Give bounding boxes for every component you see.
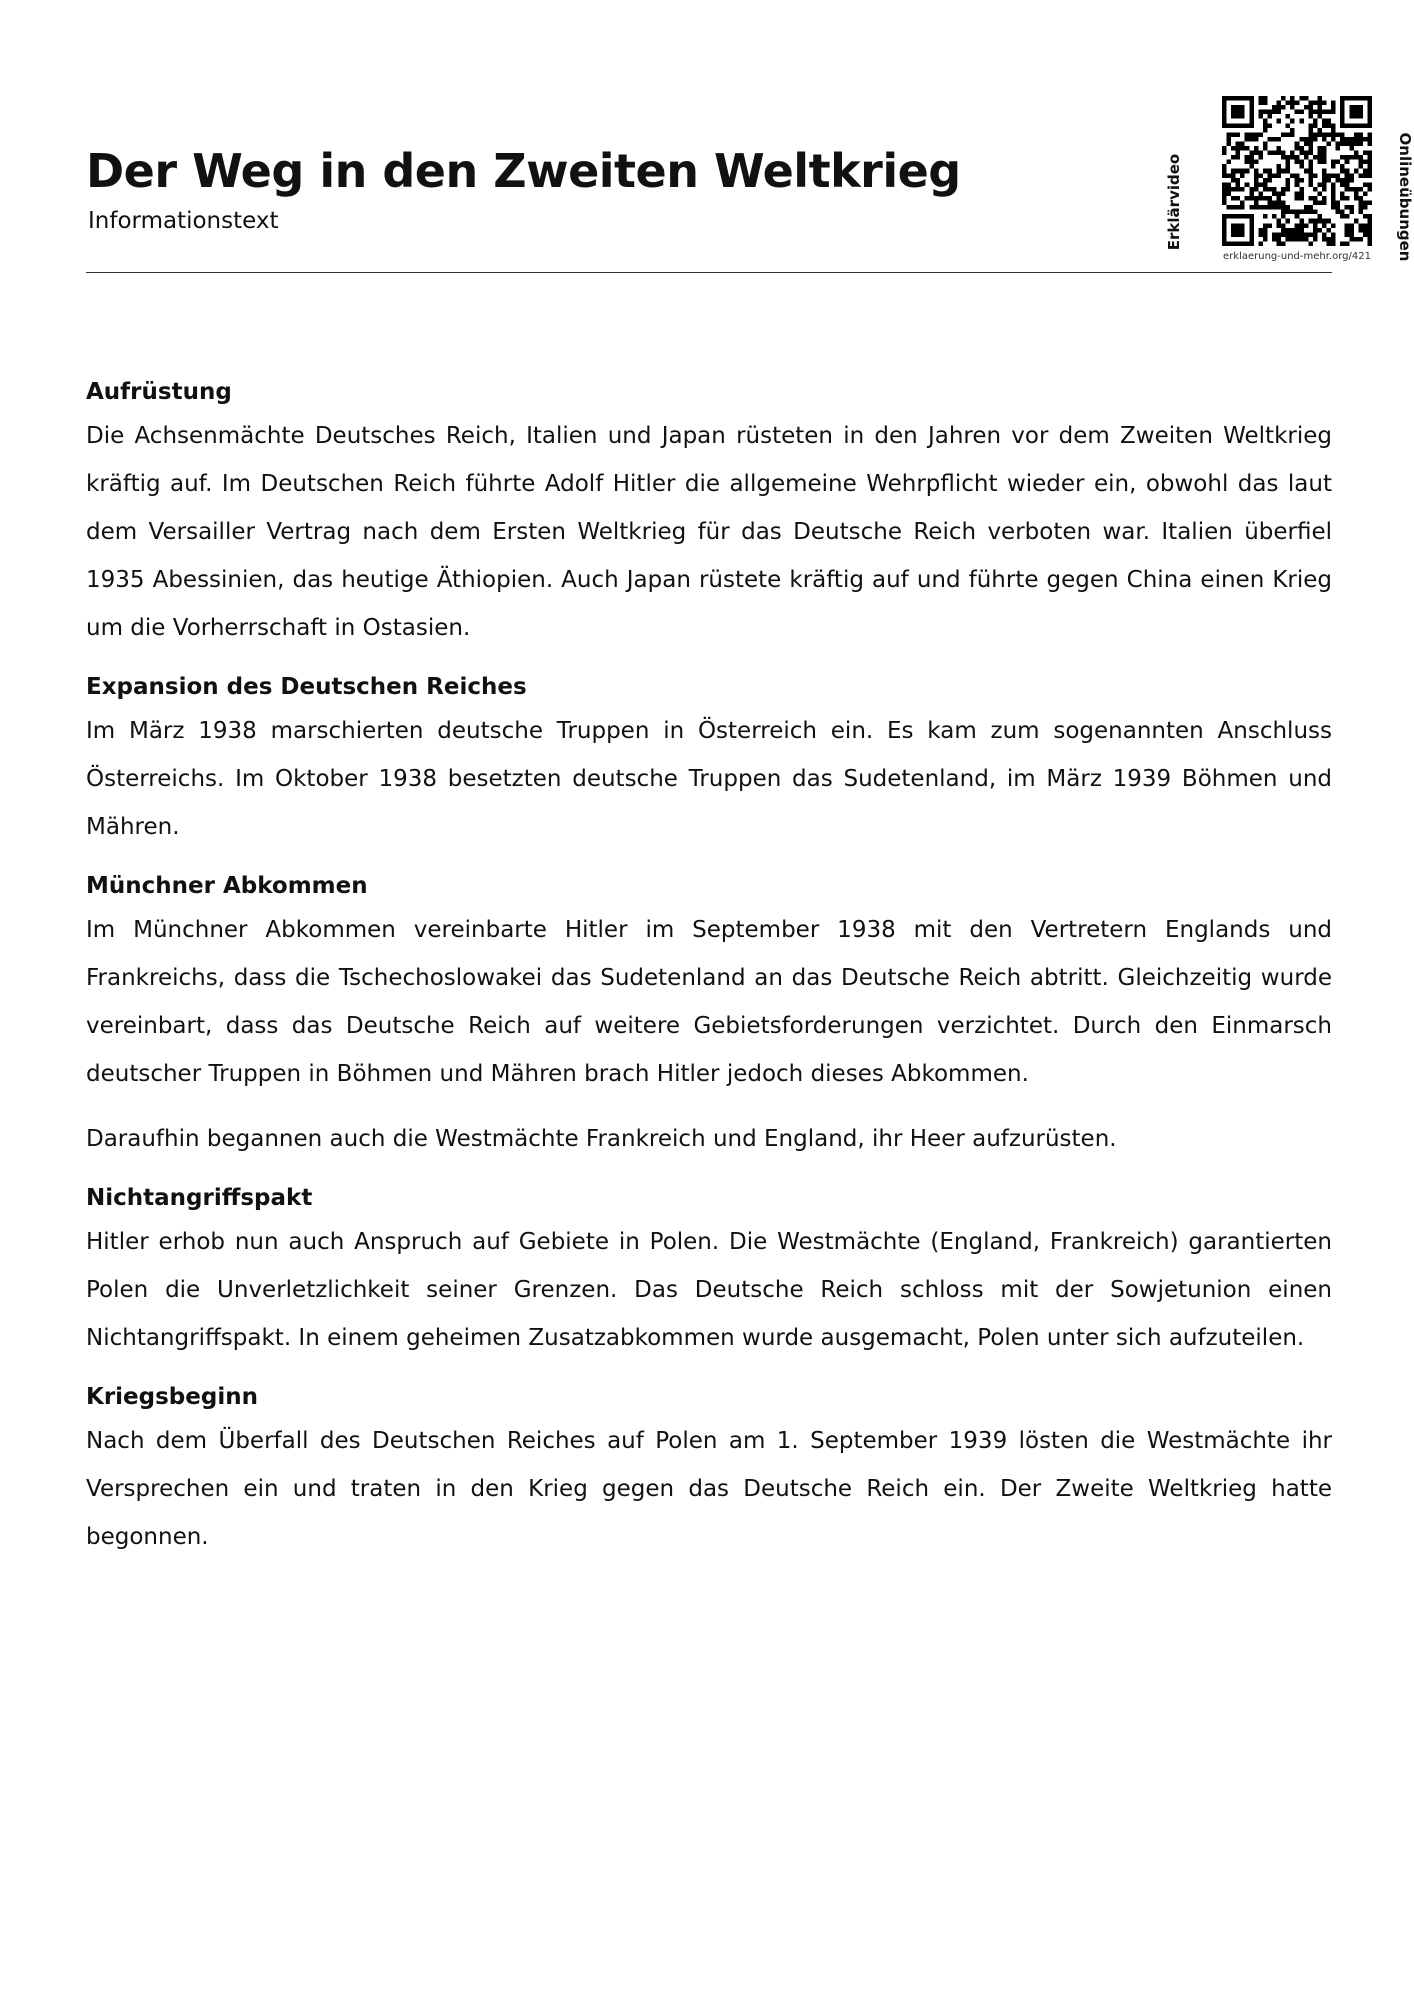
section-paragraph: Die Achsenmächte Deutsches Reich, Italien und Japan rüsteten in den Jahren vor dem Zweiten Weltkrieg kräftig auf. Im Deutschen Reich führte Adolf Hitler die allgemeine Wehrpflicht wieder ein, obwohl das laut dem Versailler Vertrag nach dem Ersten Weltkrieg für das Deutsche Reich verboten war. Italien überfiel 1935 Abessinien, das heutige Äthiopien. Auch Japan rüstete kräftig auf und führte gegen China einen Krieg um die Vorherrschaft in Ostasien. (86, 423, 1332, 641)
section-heading: Aufrüstung (86, 379, 232, 405)
qr-label-online: Onlineübungen (1396, 132, 1414, 262)
section-heading: Kriegsbeginn (86, 1384, 258, 1410)
document-body (86, 372, 1332, 1576)
section-kriegsbeginn (86, 1377, 1332, 1561)
section-heading: Expansion des Deutschen Reiches (86, 674, 527, 700)
qr-url: erklaerung-und-mehr.org/421 (1223, 251, 1371, 262)
section-paragraph: Im Münchner Abkommen vereinbarte Hitler im September 1938 mit den Vertretern Englands und Frankreichs, dass die Tschechoslowakei das Sudetenland an das Deutsche Reich abtritt. Gleichzeitig wurde vereinbart, dass das Deutsche Reich auf weitere Gebietsforderungen verzichtet. Durch den Einmarsch deutscher Truppen in Böhmen und Mähren brach Hitler jedoch dieses Abkommen. (86, 917, 1332, 1087)
page-title: Der Weg in den Zweiten Weltkrieg (86, 144, 961, 198)
qr-code-icon[interactable] (1222, 96, 1372, 246)
section-muenchner-abkommen (86, 866, 1332, 1163)
section-paragraph: Im März 1938 marschierten deutsche Truppen in Österreich ein. Es kam zum sogenannten Anschluss Österreichs. Im Oktober 1938 besetzten deutsche Truppen das Sudetenland, im März 1939 Böhmen und Mähren. (86, 718, 1332, 840)
section-heading: Nichtangriffspakt (86, 1185, 313, 1211)
section-paragraph: Nach dem Überfall des Deutschen Reiches auf Polen am 1. September 1939 lösten die Westmächte ihr Versprechen ein und traten in den Krieg gegen das Deutsche Reich ein. Der Zweite Weltkrieg hatte begonnen. (86, 1428, 1332, 1550)
page-header (86, 0, 1414, 273)
section-heading: Münchner Abkommen (86, 873, 368, 899)
section-paragraph: Daraufhin begannen auch die Westmächte Frankreich und England, ihr Heer aufzurüsten. (86, 1126, 1117, 1152)
qr-block (1088, 82, 1414, 272)
page-subtitle: Informationstext (88, 208, 279, 234)
section-aufruestung (86, 372, 1332, 652)
section-paragraph: Hitler erhob nun auch Anspruch auf Gebiete in Polen. Die Westmächte (England, Frankreich) garantierten Polen die Unverletzlichkeit seiner Grenzen. Das Deutsche Reich schloss mit der Sowjetunion einen Nichtangriffspakt. In einem geheimen Zusatzabkommen wurde ausgemacht, Polen unter sich aufzuteilen. (86, 1229, 1332, 1351)
section-expansion (86, 667, 1332, 851)
qr-label-video: Erklärvideo (1165, 153, 1183, 251)
section-nichtangriffspakt (86, 1178, 1332, 1362)
